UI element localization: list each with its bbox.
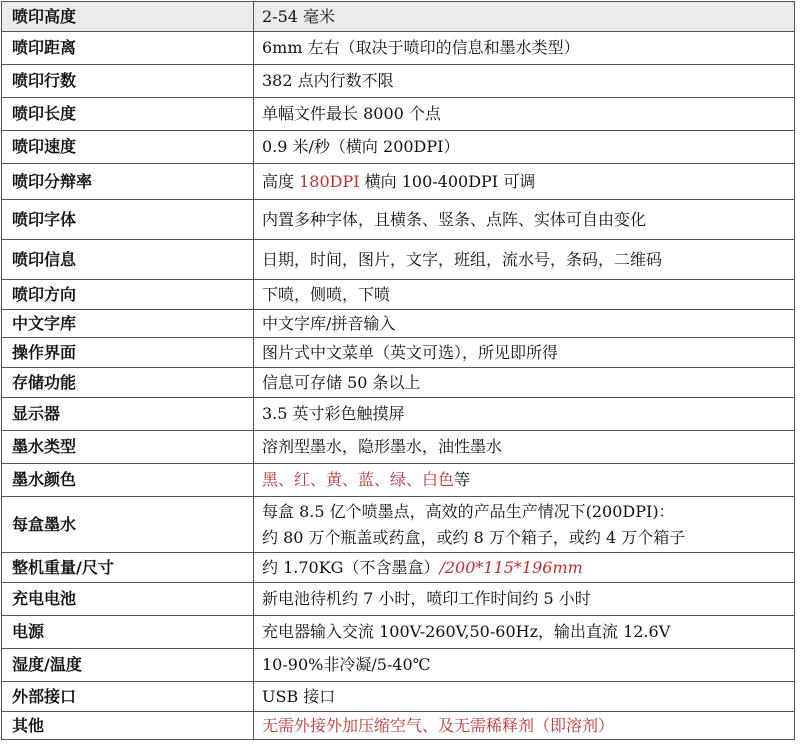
spec-value-text: 内置多种字体，且横条、竖条、点阵、实体可自由变化 xyxy=(262,209,647,229)
spec-row xyxy=(2,131,795,164)
spec-label: 喷印高度 xyxy=(2,2,254,32)
spec-value-text: /200*115*196mm xyxy=(439,557,583,577)
spec-row xyxy=(2,98,795,131)
spec-row xyxy=(2,431,795,464)
spec-value-text: 10-90%非冷凝/5-40℃ xyxy=(262,655,431,674)
spec-label: 其他 xyxy=(2,712,254,740)
spec-value-text: 高度 xyxy=(262,171,300,191)
spec-value xyxy=(254,649,795,682)
spec-row xyxy=(2,712,795,740)
spec-value xyxy=(254,98,795,131)
spec-row xyxy=(2,310,795,338)
spec-value xyxy=(254,431,795,464)
spec-label: 喷印分辩率 xyxy=(2,164,254,200)
spec-value-text: 中文字库/拼音输入 xyxy=(262,313,396,333)
spec-value xyxy=(254,616,795,649)
spec-label: 喷印信息 xyxy=(2,240,254,280)
spec-row xyxy=(2,682,795,712)
spec-label: 喷印行数 xyxy=(2,65,254,98)
spec-row xyxy=(2,368,795,398)
spec-value-text: 等 xyxy=(454,470,471,489)
spec-label: 整机重量/尺寸 xyxy=(2,553,254,583)
spec-row xyxy=(2,200,795,240)
spec-value xyxy=(254,164,795,200)
spec-label: 湿度/温度 xyxy=(2,649,254,682)
spec-row xyxy=(2,398,795,431)
spec-row xyxy=(2,497,795,553)
spec-value-text: 单幅文件最长 8000 个点 xyxy=(262,104,441,123)
spec-value-text: 2-54 毫米 xyxy=(262,6,336,26)
spec-label: 墨水类型 xyxy=(2,431,254,464)
spec-row xyxy=(2,649,795,682)
spec-value xyxy=(254,712,795,740)
spec-value-text: 黑、红、黄、蓝、绿、白色 xyxy=(262,470,455,489)
spec-value-text: 180DPI xyxy=(299,171,360,191)
spec-value-text: 新电池待机约 7 小时，喷印工作时间约 5 小时 xyxy=(262,589,591,608)
spec-value-text: 382 点内行数不限 xyxy=(262,71,394,90)
spec-value-text: USB 接口 xyxy=(262,686,336,706)
spec-label: 喷印方向 xyxy=(2,280,254,310)
spec-label: 操作界面 xyxy=(2,338,254,368)
spec-value xyxy=(254,65,795,98)
spec-value-text: 0.9 米/秒（横向 200DPI） xyxy=(262,137,460,156)
spec-value-text-line2: 约 80 万个瓶盖或药盒，或约 8 万个箱子，或约 4 万个箱子 xyxy=(262,527,686,547)
spec-value xyxy=(254,464,795,497)
spec-value-text: 充电器输入交流 100V-260V,50-60Hz，输出直流 12.6V xyxy=(262,622,671,641)
spec-label: 墨水颜色 xyxy=(2,464,254,497)
spec-label: 喷印字体 xyxy=(2,200,254,240)
spec-value xyxy=(254,32,795,65)
spec-label: 存储功能 xyxy=(2,368,254,398)
spec-row xyxy=(2,616,795,649)
spec-value-text: 信息可存储 50 条以上 xyxy=(262,372,421,392)
spec-value xyxy=(254,368,795,398)
spec-row xyxy=(2,240,795,280)
spec-value xyxy=(254,2,795,32)
spec-label: 喷印速度 xyxy=(2,131,254,164)
spec-label: 喷印长度 xyxy=(2,98,254,131)
spec-row xyxy=(2,464,795,497)
spec-value-text: 无需外接外加压缩空气、及无需稀释剂（即溶剂） xyxy=(262,715,615,735)
spec-label: 充电电池 xyxy=(2,583,254,616)
spec-value xyxy=(254,131,795,164)
spec-value-text: 下喷，侧喷，下喷 xyxy=(262,284,391,304)
spec-row xyxy=(2,583,795,616)
spec-value xyxy=(254,583,795,616)
spec-table-body xyxy=(2,2,795,740)
spec-value xyxy=(254,398,795,431)
spec-row xyxy=(2,338,795,368)
spec-value xyxy=(254,497,795,553)
spec-label: 显示器 xyxy=(2,398,254,431)
spec-label: 喷印距离 xyxy=(2,32,254,65)
spec-label: 外部接口 xyxy=(2,682,254,712)
spec-value xyxy=(254,200,795,240)
spec-value-text: 横向 100-400DPI 可调 xyxy=(359,171,536,191)
spec-value xyxy=(254,310,795,338)
spec-row xyxy=(2,65,795,98)
spec-value xyxy=(254,280,795,310)
spec-value xyxy=(254,338,795,368)
spec-value xyxy=(254,682,795,712)
spec-value-text: 日期，时间，图片，文字，班组，流水号，条码，二维码 xyxy=(262,249,663,269)
spec-table xyxy=(1,1,795,740)
spec-row xyxy=(2,280,795,310)
spec-value xyxy=(254,240,795,280)
spec-row xyxy=(2,32,795,65)
spec-value-text: 溶剂型墨水，隐形墨水，油性墨水 xyxy=(262,437,503,456)
spec-row xyxy=(2,164,795,200)
spec-value-text: 约 1.70KG（不含墨盒） xyxy=(262,557,440,577)
spec-value xyxy=(254,553,795,583)
spec-label: 中文字库 xyxy=(2,310,254,338)
spec-label: 电源 xyxy=(2,616,254,649)
spec-value-text: 3.5 英寸彩色触摸屏 xyxy=(262,404,405,423)
spec-value-text: 每盒 8.5 亿个喷墨点，高效的产品生产情况下(200DPI)： xyxy=(262,501,675,521)
spec-value-text: 图片式中文菜单（英文可选），所见即所得 xyxy=(262,342,559,362)
spec-value-text: 6mm 左右（取决于喷印的信息和墨水类型） xyxy=(262,38,580,57)
spec-row xyxy=(2,2,795,32)
spec-label: 每盒墨水 xyxy=(2,497,254,553)
spec-row xyxy=(2,553,795,583)
